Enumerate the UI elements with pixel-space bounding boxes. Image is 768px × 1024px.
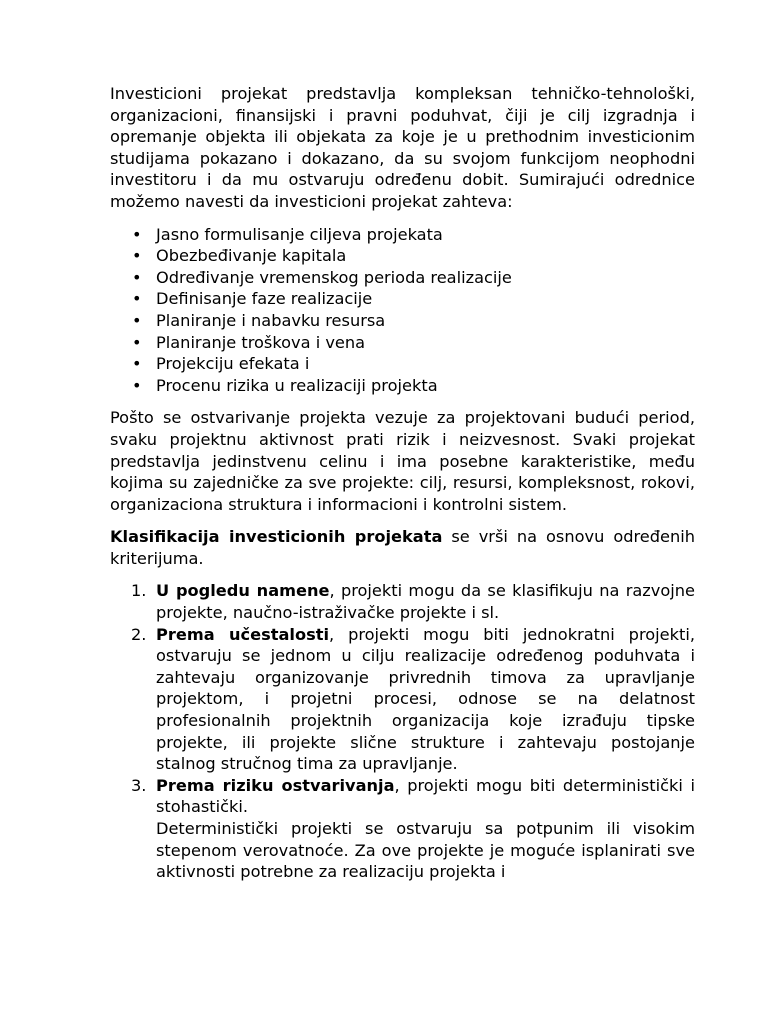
numbered-item (131, 775, 695, 883)
risk-paragraph: Pošto se ostvarivanje projekta vezuje za projektovani budući period, svaku projektnu aktivnost prati rizik i neizvesnost. Svaki projekat predstavlja jedinstvenu celinu i ima posebne karakteristike, među kojima su zajedničke za sve projekte: cilj, resursi, kompleksnost, rokovi, organizaciona struktura i informacioni i kontrolni sistem. (110, 408, 695, 514)
requirements-list (110, 224, 695, 397)
bullet-icon: • (132, 310, 142, 330)
list-item (132, 375, 695, 397)
list-item-text: Procenu rizika u realizaciji projekta (156, 375, 438, 395)
classification-heading: Klasifikacija investicionih projekata (110, 527, 443, 547)
numbered-item (131, 580, 695, 623)
list-item-text: Planiranje troškova i vena (156, 332, 366, 352)
numbered-item-heading: Prema riziku ostvarivanja (156, 775, 395, 795)
intro-paragraph: Investicioni projekat predstavlja kompleksan tehničko-tehnološki, organizacioni, finansijski i pravni poduhvat, čiji je cilj izgradnja i opremanje objekta ili objekata za koje je u prethodnim investicionim studijama pokazano i dokazano, da su svojom funkcijom neophodni investitoru i da mu ostvaruju određenu dobit. Sumirajući odrednice možemo navesti da investicioni projekat zahteva: (110, 84, 695, 211)
list-item-text: Projekciju efekata i (156, 354, 310, 374)
classification-text: se vrši na osnovu određenih kriterijuma. (110, 527, 696, 568)
numbered-item-text (156, 775, 695, 818)
bullet-icon: • (132, 246, 142, 266)
list-item-text: Planiranje i nabavku resursa (156, 310, 386, 330)
numbered-item-body: , projekti mogu da se klasifikuju na razvojne projekte, naučno-istraživačke projekte i sl. (156, 581, 695, 623)
bullet-icon: • (132, 267, 142, 287)
item-number: 3. (131, 775, 147, 795)
numbered-item-text (156, 624, 695, 775)
bullet-icon: • (132, 289, 142, 309)
bullet-icon: • (132, 354, 142, 374)
list-item (132, 245, 695, 267)
list-item-text: Obezbeđivanje kapitala (156, 246, 347, 266)
numbered-item (131, 624, 695, 775)
bullet-icon: • (132, 375, 142, 395)
list-item (132, 224, 695, 246)
numbered-item-text (156, 580, 695, 623)
list-item (132, 267, 695, 289)
numbered-item-heading: U pogledu namene (156, 581, 330, 601)
numbered-item-body: , projekti mogu biti jednokratni projekti, ostvaruju se jednom u cilju realizacije određenog poduhvata i zahtevaju organizovanje privrednih timova za upravljanje projektom, i projetni procesi, odnose se na delatnost profesionalnih projektnih organizacija koje izrađuju tipske projekte, ili projekte slične strukture i zahtevaju postojanje stalnog stručnog tima za upravljanje. (156, 624, 695, 774)
numbered-item-continuation: Deterministički projekti se ostvaruju sa potpunim ili visokim stepenom verovatnoće. Za ove projekte je moguće isplanirati sve aktivnosti potrebne za realizaciju projekta i (156, 819, 695, 882)
list-item-text: Određivanje vremenskog perioda realizacije (156, 267, 512, 287)
numbered-item-body: , projekti mogu biti deterministički i stohastički. (156, 775, 695, 817)
item-number: 1. (131, 581, 147, 601)
classification-paragraph (110, 526, 695, 569)
list-item (132, 353, 695, 375)
list-item-text: Definisanje faze realizacije (156, 289, 373, 309)
list-item (132, 332, 695, 354)
list-item-text: Jasno formulisanje ciljeva projekata (156, 224, 443, 244)
document-page (110, 83, 695, 883)
list-item (132, 288, 695, 310)
item-number: 2. (131, 624, 147, 644)
classification-list (110, 580, 695, 882)
list-item (132, 310, 695, 332)
numbered-item-heading: Prema učestalosti (156, 624, 330, 644)
bullet-icon: • (132, 332, 142, 352)
bullet-icon: • (132, 224, 142, 244)
